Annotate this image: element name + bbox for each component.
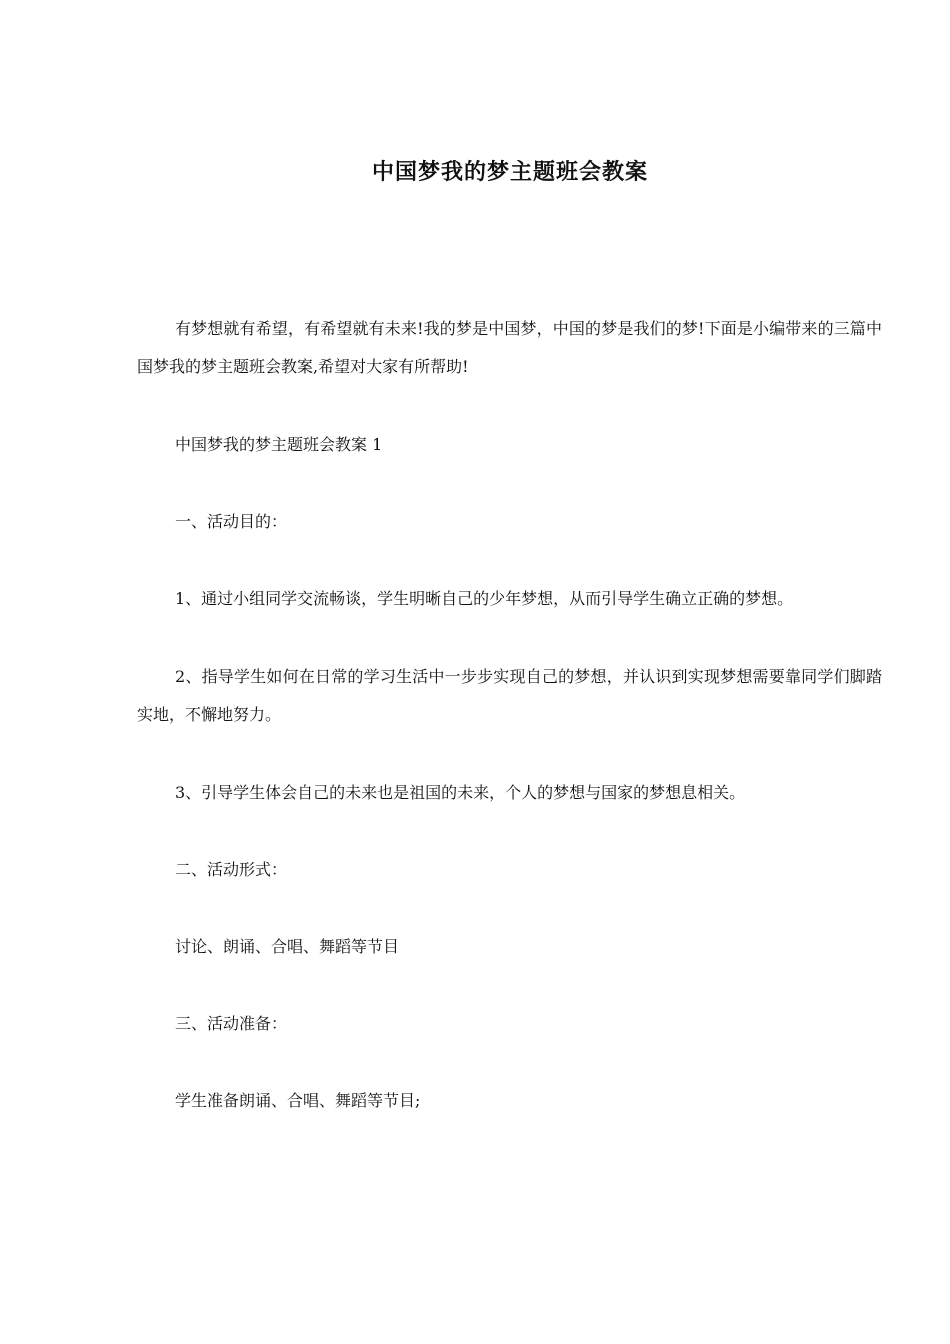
activity-form-text: 讨论、朗诵、合唱、舞蹈等节目 [175,937,400,956]
document-body [137,310,882,1120]
purpose-item-3: 3、引导学生体会自己的未来也是祖国的未来，个人的梦想与国家的梦想息相关。 [175,783,746,802]
intro-paragraph: 有梦想就有希望，有希望就有未来!我的梦是中国梦，中国的梦是我们的梦!下面是小编带来的三篇中国梦我的梦主题班会教案,希望对大家有所帮助! [137,319,882,376]
document-title: 中国梦我的梦主题班会教案 [371,159,648,185]
purpose-item-1: 1、通过小组同学交流畅谈，学生明晰自己的少年梦想，从而引导学生确立正确的梦想。 [175,589,794,608]
heading-activity-form: 二、活动形式： [175,860,288,879]
activity-preparation-text: 学生准备朗诵、合唱、舞蹈等节目; [175,1091,421,1110]
heading-activity-preparation: 三、活动准备： [175,1014,288,1033]
heading-activity-purpose: 一、活动目的： [175,512,288,531]
section-heading-plan-1: 中国梦我的梦主题班会教案 1 [175,435,383,454]
purpose-item-2: 2、指导学生如何在日常的学习生活中一步步实现自己的梦想，并认识到实现梦想需要靠同学们脚踏实地，不懈地努力。 [137,667,882,724]
